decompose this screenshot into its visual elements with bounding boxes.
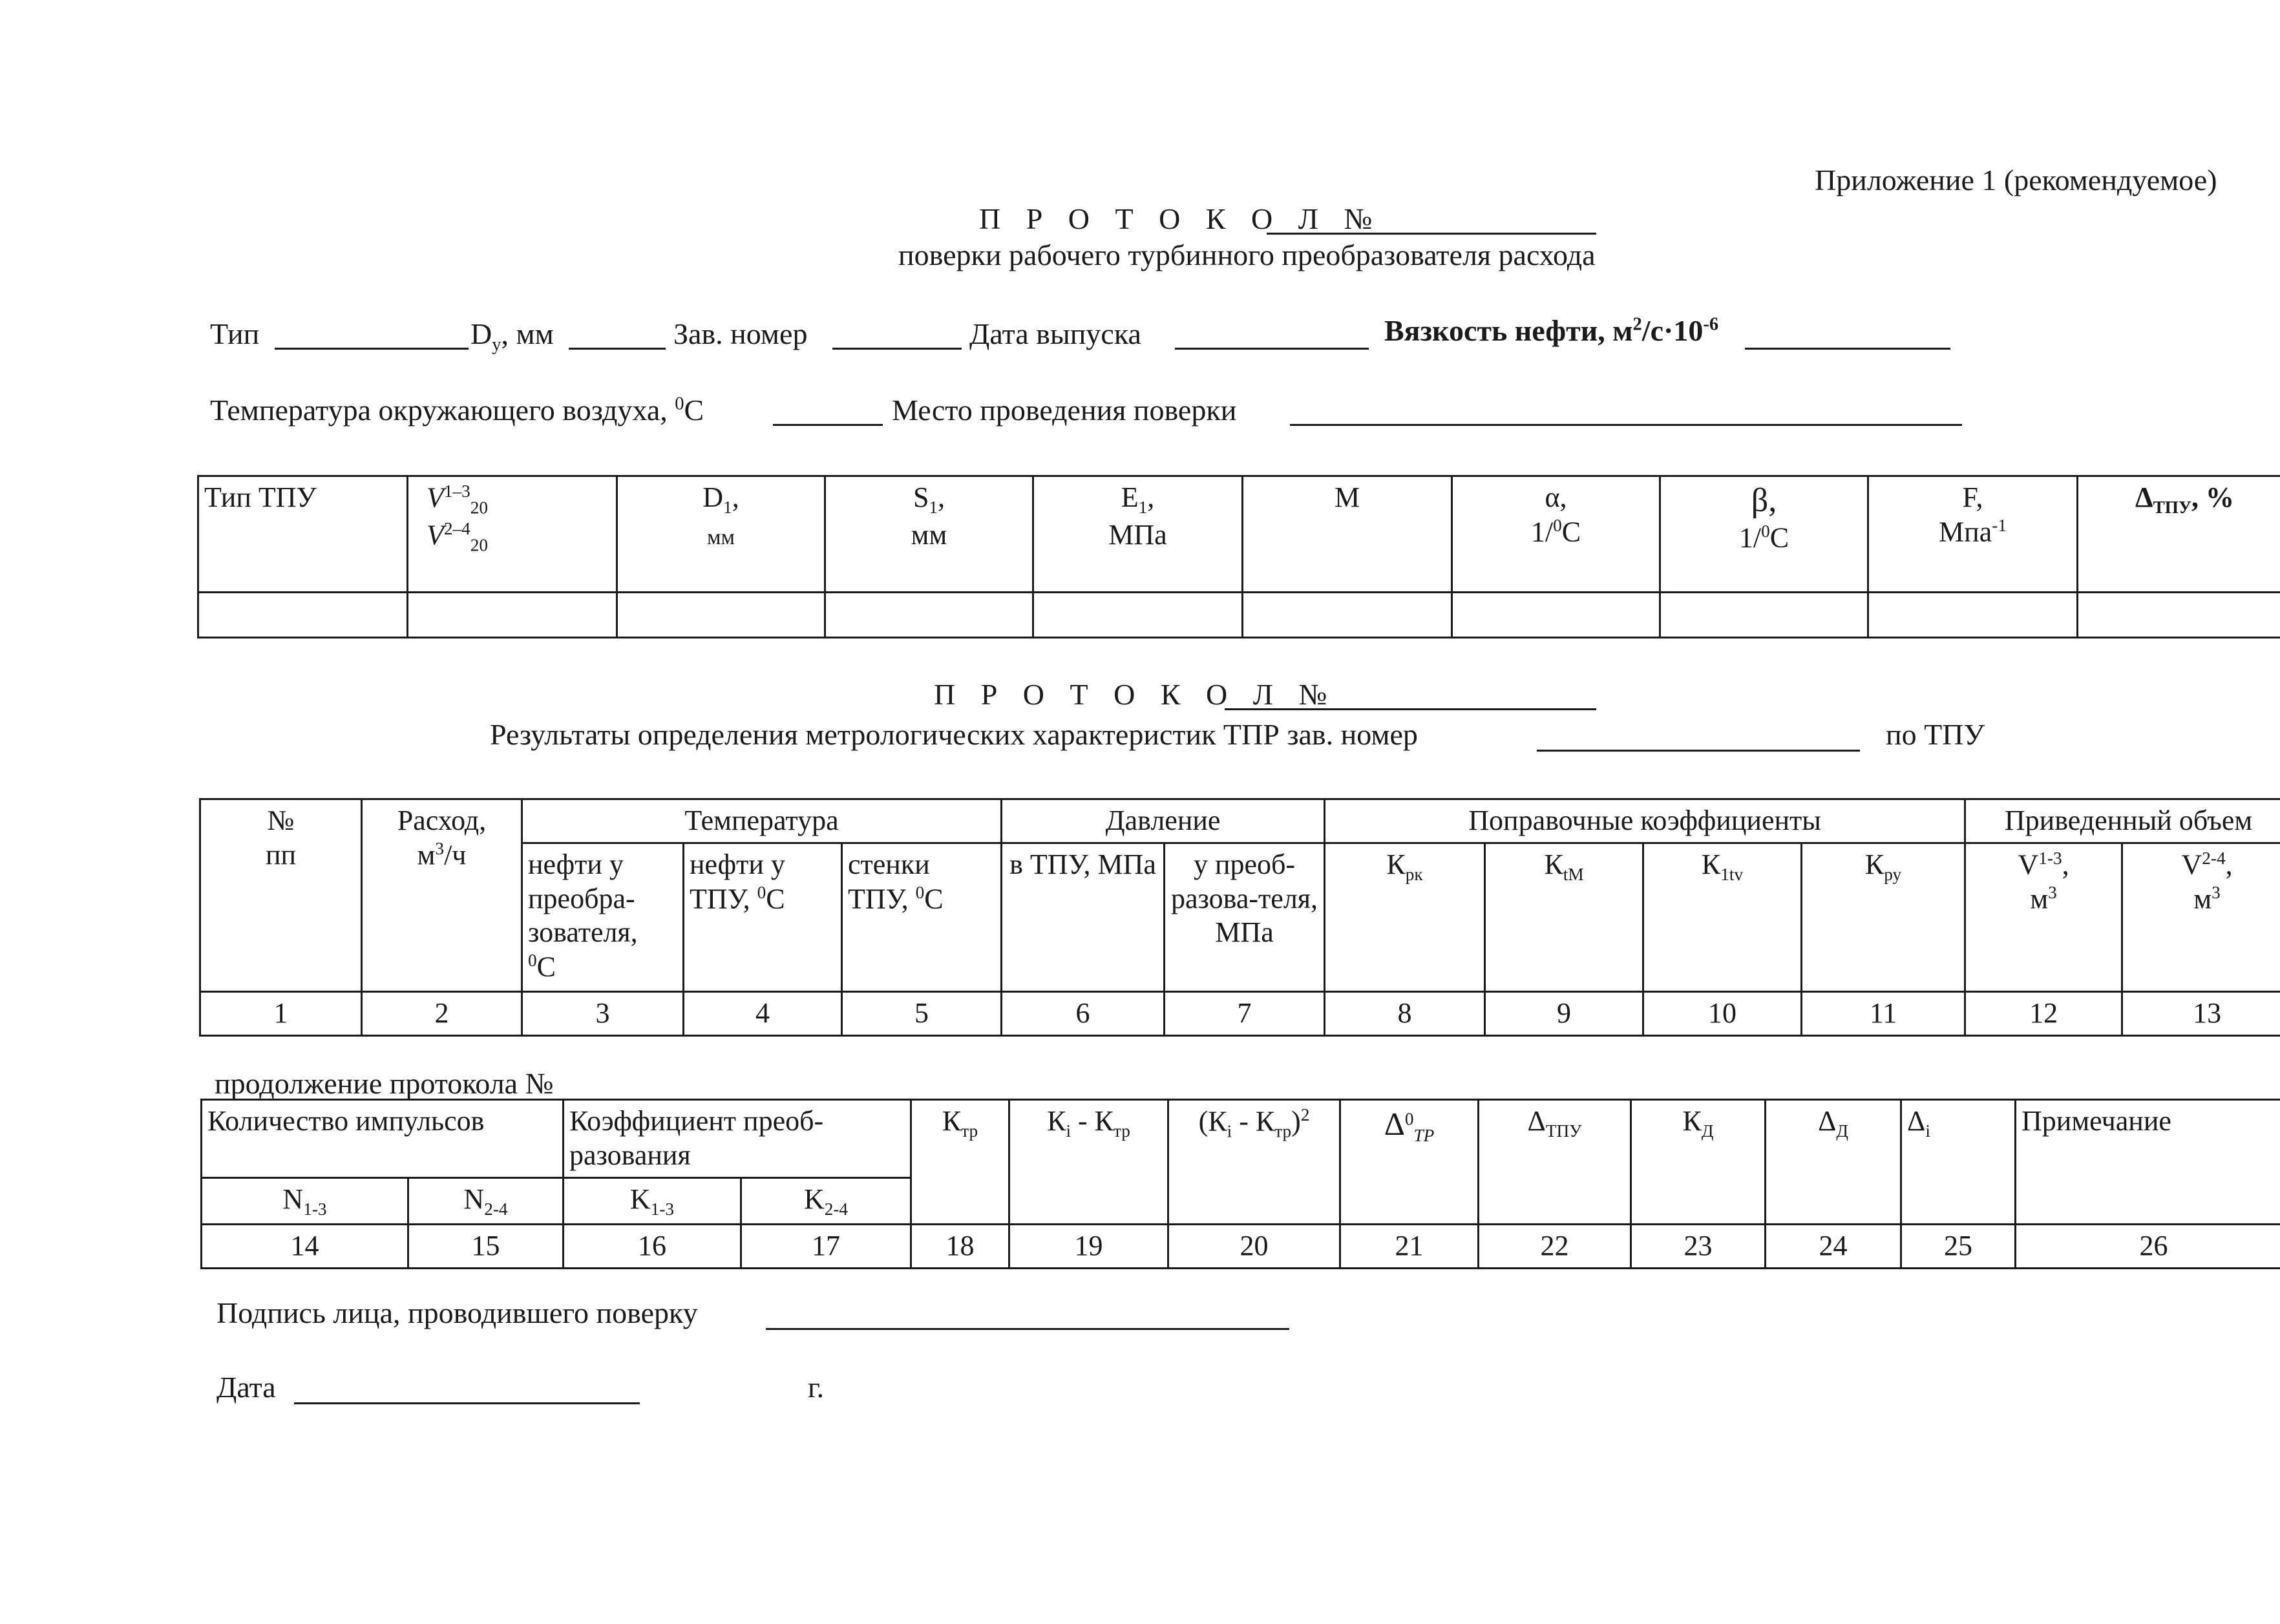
no-pp: пп	[265, 838, 297, 870]
s1-unit: мм	[911, 518, 947, 551]
n13-letter: N	[282, 1183, 304, 1215]
protocol-1-subtitle	[898, 238, 1596, 272]
s1-sub: 1	[929, 497, 938, 517]
col-num: 7	[1165, 991, 1325, 1035]
v20-header	[408, 476, 617, 593]
k-tr-letter: К	[942, 1105, 962, 1137]
v20-cell[interactable]	[408, 593, 617, 638]
protocol-1-title: П Р О Т О К О Л №	[979, 202, 1382, 235]
protocol-2-title: П Р О Т О К О Л №	[934, 678, 1336, 711]
s1-cell[interactable]	[825, 593, 1033, 638]
col-num: 13	[2122, 991, 2280, 1035]
col-num: 3	[522, 991, 684, 1035]
sq-exp: 2	[1300, 1105, 1310, 1124]
col-num: 6	[1002, 991, 1165, 1035]
signature-field[interactable]	[766, 1328, 1289, 1330]
v20-13-letter: V	[427, 481, 444, 514]
f-header	[1868, 476, 2078, 593]
release-date-field[interactable]	[1175, 348, 1369, 350]
v24-exp: 3	[2211, 883, 2221, 903]
alpha-unit-pre: 1/	[1530, 516, 1554, 548]
place-label: Место проведения поверки	[892, 394, 1237, 427]
k-rk-sub: рк	[1405, 864, 1423, 884]
n13-sub: 1-3	[303, 1199, 327, 1219]
k-1t-letter: К	[1701, 848, 1721, 880]
air-temp-deg: 0	[675, 394, 684, 414]
v20-13	[414, 481, 611, 518]
year-label: г.	[808, 1371, 825, 1404]
k-d-letter: К	[1682, 1105, 1702, 1137]
dy-unit: , мм	[501, 317, 554, 350]
e1-unit: МПа	[1108, 518, 1167, 551]
k13-sub: 1-3	[650, 1199, 675, 1219]
t-oil-tpu-deg: 0	[757, 882, 766, 902]
e1-header: $E_1$, МПа	[1033, 476, 1243, 593]
d1-sub: 1	[723, 497, 732, 517]
k-ru-letter: К	[1864, 848, 1884, 880]
delta-d-header	[1766, 1100, 1901, 1225]
v20-24-sub: 20	[470, 535, 489, 555]
t-wall-text: стенки ТПУ,	[848, 848, 930, 915]
f-cell[interactable]	[1868, 593, 2078, 638]
delta-i-sub: i	[1925, 1121, 1930, 1141]
col-num: 12	[1965, 991, 2122, 1035]
reduced-volume-header: Приведенный объем	[1965, 799, 2280, 843]
no-header	[200, 799, 362, 992]
ki-ktr-header	[1009, 1100, 1168, 1225]
ki-sub: i	[1066, 1121, 1071, 1141]
k-ru-sub: ру	[1884, 864, 1902, 884]
serial-label: Зав. номер	[673, 317, 808, 350]
v13-header: $V^{1-3}$, $м^3$	[1965, 843, 2122, 991]
k-tr-sub: тр	[961, 1121, 978, 1141]
delta-tpu-2-sub: ТПУ	[1545, 1121, 1582, 1141]
t-oil-conv-header	[522, 843, 684, 991]
sq-tr: тр	[1274, 1121, 1292, 1141]
t-oil-tpu-header	[684, 843, 842, 991]
k-rk-header	[1325, 843, 1485, 991]
delta-tpu-sub: ТПУ	[2153, 497, 2191, 517]
sq-mid: - К	[1232, 1105, 1275, 1137]
k-tm-letter: К	[1544, 848, 1563, 880]
p-conv-header: у преоб-разова-теля, МПа	[1165, 843, 1325, 991]
tpu-table	[197, 475, 2280, 638]
flow-unit2: /ч	[444, 839, 467, 871]
continuation-num-row	[202, 1225, 2280, 1269]
release-date-label: Дата выпуска	[969, 317, 1141, 350]
ki-letter: К	[1047, 1105, 1066, 1137]
v20-24-letter: V	[427, 519, 444, 551]
k-d-header	[1631, 1100, 1766, 1225]
t-wall-c: С	[924, 883, 944, 915]
alpha-symbol: α,	[1545, 481, 1567, 513]
delta-d-symbol: Δ	[1818, 1105, 1837, 1137]
by-tpu-label: по ТПУ	[1886, 718, 1985, 751]
delta-tpu-cell[interactable]	[2078, 593, 2280, 638]
air-temp-unit: С	[684, 394, 704, 427]
t-wall-header	[842, 843, 1002, 991]
tpu-type-cell[interactable]	[198, 593, 408, 638]
air-temp-label	[210, 393, 704, 427]
n24-letter: N	[463, 1183, 485, 1215]
alpha-header	[1452, 476, 1660, 593]
results-table	[199, 798, 2280, 1037]
k24-sub: 2-4	[824, 1199, 849, 1219]
delta-tpu-unit: , %	[2191, 481, 2234, 513]
place-field[interactable]	[1290, 424, 1962, 426]
t-wall-deg: 0	[915, 882, 925, 902]
f-exp: -1	[1992, 515, 2007, 535]
alpha-cell[interactable]	[1452, 593, 1660, 638]
dy-letter: D	[470, 317, 492, 350]
v20-24-sup: 2–4	[443, 519, 470, 539]
v13-exp: 3	[2048, 883, 2057, 903]
viscosity-exp: 2	[1632, 314, 1642, 335]
s1-header: $S_1$, мм	[825, 476, 1033, 593]
e1-sub: 1	[1138, 497, 1148, 517]
col-num: 21	[1340, 1225, 1479, 1269]
type-field[interactable]	[275, 348, 469, 350]
col-num: 1	[200, 991, 362, 1035]
col-num: 19	[1009, 1225, 1168, 1269]
col-num: 24	[1766, 1225, 1901, 1269]
flow-text: Расход,	[397, 805, 487, 836]
col-num: 8	[1325, 991, 1485, 1035]
conv-coef-header: Коэффициент преоб-разования	[564, 1100, 911, 1178]
temperature-header: Температура	[522, 799, 1002, 843]
e1-letter: E	[1121, 481, 1139, 513]
k13-letter: K	[629, 1183, 651, 1215]
serial-field[interactable]	[832, 348, 962, 350]
t-oil-conv-deg: 0	[528, 951, 537, 971]
beta-symbol: β,	[1751, 482, 1777, 519]
v20-13-sub: 20	[470, 498, 489, 518]
col-num: 9	[1485, 991, 1643, 1035]
e1-cell[interactable]	[1033, 593, 1243, 638]
s1-letter: S	[913, 481, 929, 513]
col-num: 5	[842, 991, 1002, 1035]
corrections-header: Поправочные коэффициенты	[1325, 799, 1965, 843]
t-oil-tpu-text: нефти у ТПУ,	[690, 848, 785, 915]
flow-header	[362, 799, 522, 992]
delta-tr-sub: TP	[1413, 1125, 1435, 1145]
k-tm-header	[1485, 843, 1643, 991]
col-num: 18	[911, 1225, 1009, 1269]
beta-unit: С	[1769, 522, 1789, 554]
d1-header: $D_1$, мм	[617, 476, 825, 593]
signature-label: Подпись лица, проводившего поверку	[216, 1296, 698, 1329]
col-num: 4	[684, 991, 842, 1035]
beta-cell[interactable]	[1660, 593, 1868, 638]
sq-open: (К	[1198, 1105, 1227, 1137]
viscosity-field[interactable]	[1745, 348, 1950, 350]
air-temp-field[interactable]	[773, 424, 883, 426]
viscosity-tail: /с·10	[1641, 314, 1704, 347]
impulses-header: Количество импульсов	[202, 1100, 564, 1178]
type-label: Тип	[210, 317, 260, 350]
v24-letter: V	[2181, 849, 2202, 881]
v20-13-sup: 1–3	[443, 481, 470, 501]
col-num: 2	[362, 991, 522, 1035]
flow-unit: м	[417, 839, 436, 871]
col-num: 25	[1901, 1225, 2016, 1269]
v13-letter: V	[2018, 849, 2039, 881]
date-field[interactable]	[294, 1402, 640, 1404]
no-symbol: №	[267, 805, 295, 836]
dy-field[interactable]	[569, 348, 666, 350]
sq-i: i	[1227, 1121, 1232, 1141]
p-tpu-header: в ТПУ, МПа	[1002, 843, 1165, 991]
dy-sub: у	[492, 335, 501, 355]
sq-header	[1168, 1100, 1340, 1225]
continuation-label: продолжение протокола №	[215, 1067, 554, 1100]
col-num: 16	[564, 1225, 741, 1269]
delta-tpu-header	[2078, 476, 2280, 593]
protocol-1-number-line[interactable]	[1267, 233, 1596, 235]
results-num-row	[200, 991, 2280, 1035]
delta-tr-symbol: Δ	[1384, 1106, 1405, 1142]
k-d-sub: Д	[1701, 1121, 1714, 1141]
f-letter: F,	[1962, 481, 1983, 513]
v24-header: $V^{2-4}$, $м^3$	[2122, 843, 2280, 991]
tpu-type-header: Тип ТПУ	[198, 476, 408, 593]
col-num: 10	[1643, 991, 1802, 1035]
k-1t-sub: 1tv	[1720, 864, 1744, 884]
delta-tr-sup: 0	[1404, 1109, 1414, 1129]
col-num: 11	[1802, 991, 1965, 1035]
v24-sup: 2-4	[2202, 848, 2226, 868]
delta-tpu-2-symbol: Δ	[1527, 1105, 1546, 1137]
k-ru-header	[1802, 843, 1965, 991]
m-header: M	[1243, 476, 1452, 593]
pressure-header: Давление	[1002, 799, 1325, 843]
t-oil-conv-c: С	[536, 951, 556, 983]
note-header: Примечание	[2016, 1100, 2280, 1225]
d1-unit: мм	[706, 525, 735, 549]
beta-deg: 0	[1761, 522, 1770, 542]
k24-header	[741, 1177, 911, 1225]
t-oil-conv-text: нефти у преобра-зователя,	[528, 848, 638, 949]
alpha-deg: 0	[1553, 515, 1562, 535]
col-num: 17	[741, 1225, 911, 1269]
k24-letter: K	[803, 1183, 825, 1215]
d1-letter: D	[702, 481, 724, 513]
ki-mid: - К	[1071, 1105, 1114, 1137]
n13-header	[202, 1177, 408, 1225]
col-num: 20	[1168, 1225, 1340, 1269]
protocol-1-subtitle-text: поверки рабочего турбинного преобразователя расхода	[898, 238, 1596, 271]
viscosity-text: Вязкость нефти, м	[1384, 314, 1633, 347]
col-num: 23	[1631, 1225, 1766, 1269]
k-rk-letter: К	[1386, 848, 1406, 880]
protocol-2-number-line[interactable]	[1225, 708, 1596, 710]
flow-exp: 3	[435, 838, 445, 858]
air-temp-text: Температура окружающего воздуха,	[210, 394, 668, 427]
d1-cell[interactable]	[617, 593, 825, 638]
col-num: 26	[2016, 1225, 2280, 1269]
n24-sub: 2-4	[484, 1199, 508, 1219]
k13-header	[564, 1177, 741, 1225]
f-unit: Мпа	[1939, 516, 1992, 548]
n24-header	[408, 1177, 564, 1225]
results-label: Результаты определения метрологических характеристик ТПР зав. номер	[490, 718, 1418, 751]
col-num: 14	[202, 1225, 408, 1269]
col-num: 15	[408, 1225, 564, 1269]
m-cell[interactable]	[1243, 593, 1452, 638]
delta-tpu-2-header	[1479, 1100, 1631, 1225]
beta-unit-pre: 1/	[1738, 522, 1762, 554]
v13-unit: м	[2030, 883, 2049, 915]
continuation-table	[200, 1099, 2280, 1269]
alpha-unit: С	[1561, 516, 1581, 548]
delta-tr-header	[1340, 1100, 1479, 1225]
k-tr-header	[911, 1100, 1009, 1225]
col-num: 22	[1479, 1225, 1631, 1269]
v24-unit: м	[2193, 883, 2212, 915]
dy-label	[470, 317, 554, 355]
beta-header	[1660, 476, 1868, 593]
v20-24	[414, 518, 611, 556]
delta-d-sub: Д	[1836, 1121, 1848, 1141]
k-1t-header	[1643, 843, 1802, 991]
ki-ktr-sub: тр	[1114, 1121, 1130, 1141]
delta-tpu-symbol: Δ	[2135, 481, 2153, 513]
v13-sup: 1-3	[2038, 848, 2062, 868]
date-label: Дата	[216, 1371, 276, 1404]
delta-i-header	[1901, 1100, 2016, 1225]
k-tm-sub: tМ	[1563, 864, 1584, 884]
appendix-label: Приложение 1 (рекомендуемое)	[1815, 163, 2217, 196]
delta-i-symbol: Δ	[1907, 1105, 1926, 1137]
sq-close: )	[1291, 1105, 1301, 1137]
serial-number-field[interactable]	[1537, 750, 1860, 752]
t-oil-tpu-c: С	[766, 883, 785, 915]
viscosity-label	[1384, 313, 1718, 348]
viscosity-exp2: -6	[1703, 314, 1719, 335]
